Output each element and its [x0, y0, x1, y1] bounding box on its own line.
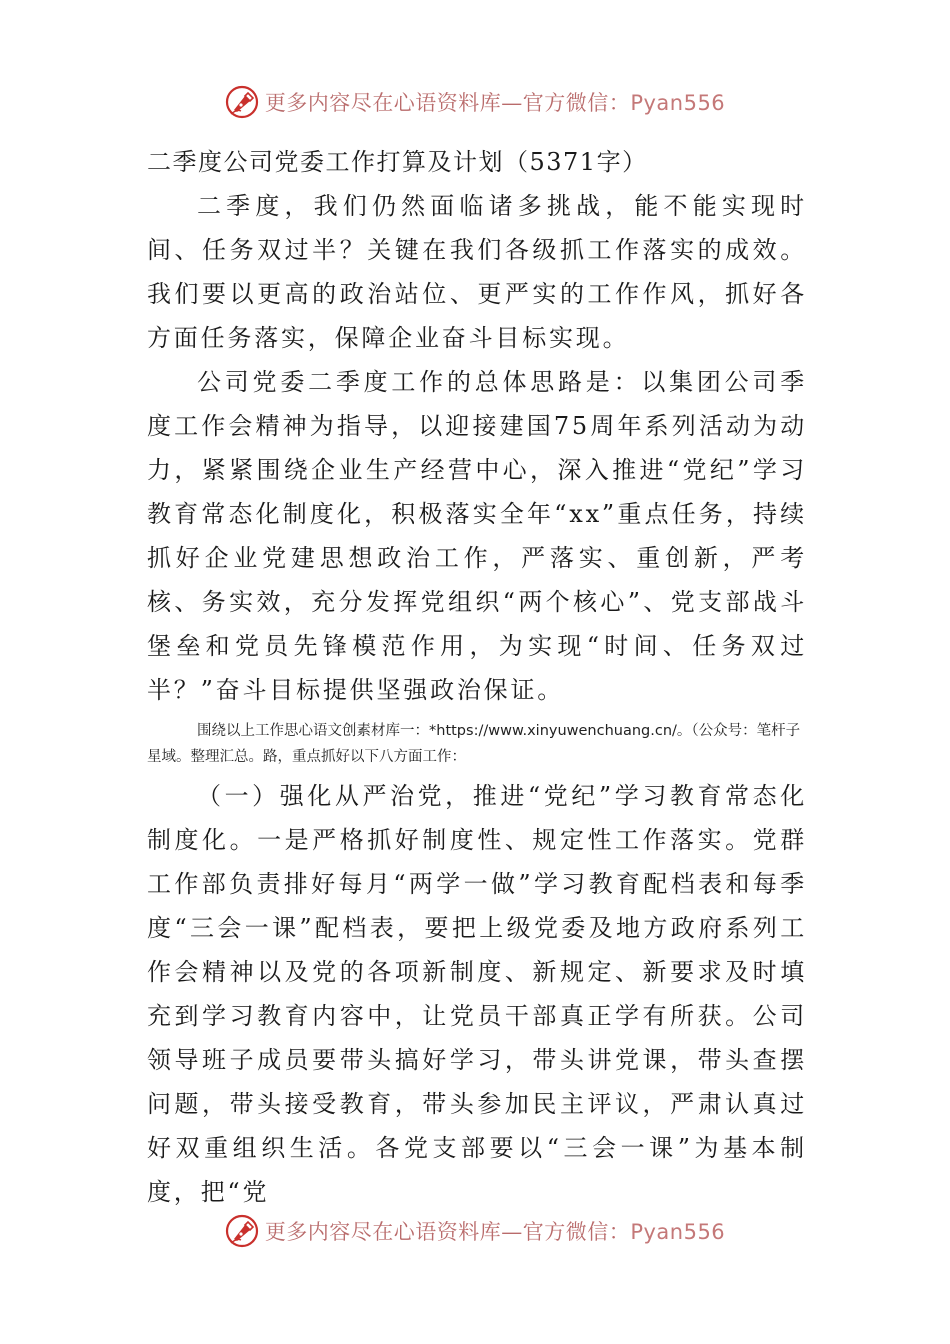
- footer-banner: [0, 1211, 950, 1251]
- document-body: [147, 140, 807, 1214]
- source-note: 围绕以上工作思心语文创素材库一：*https://www.xinyuwenchuang.cn/。（公众号：笔杆子星域。整理汇总。路，重点抓好以下八方面工作：: [147, 723, 801, 765]
- banner-slogan: 更多内容尽在心语资料库—官方微信：: [264, 1220, 631, 1244]
- document-title: 二季度公司党委工作打算及计划（5371字）: [147, 148, 648, 176]
- banner-wechat-id: Pyan556: [630, 1220, 726, 1244]
- pen-nib-logo-icon: [225, 1214, 259, 1248]
- pen-nib-logo-icon: [225, 85, 259, 119]
- banner-wechat-id: Pyan556: [630, 91, 726, 115]
- paragraph-overall-approach: 公司党委二季度工作的总体思路是：以集团公司季度工作会精神为指导，以迎接建国75周年系列活动为动力，紧紧围绕企业生产经营中心，深入推进“党纪”学习教育常态化制度化，积极落实全年“xx”重点任务，持续抓好企业党建思想政治工作，严落实、重创新，严考核、务实效，充分发挥党组织“两个核心”、党支部战斗堡垒和党员先锋模范作用，为实现“时间、任务双过半？”奋斗目标提供坚强政治保证。: [147, 368, 807, 704]
- paragraph-intro: 二季度，我们仍然面临诸多挑战，能不能实现时间、任务双过半？关键在我们各级抓工作落实的成效。我们要以更高的政治站位、更严实的工作作风，抓好各方面任务落实，保障企业奋斗目标实现。: [147, 192, 807, 352]
- banner-text: [265, 87, 725, 117]
- header-banner: [0, 82, 950, 122]
- banner-text: [265, 1216, 725, 1246]
- paragraph-section-one: （一）强化从严治党，推进“党纪”学习教育常态化制度化。一是严格抓好制度性、规定性工作落实。党群工作部负责排好每月“两学一做”学习教育配档表和每季度“三会一课”配档表，要把上级党委及地方政府系列工作会精神以及党的各项新制度、新规定、新要求及时填充到学习教育内容中，让党员干部真正学有所获。公司领导班子成员要带头搞好学习，带头讲党课，带头查摆问题，带头接受教育，带头参加民主评议，严肃认真过好双重组织生活。各党支部要以“三会一课”为基本制度，把“党: [147, 782, 807, 1206]
- banner-slogan: 更多内容尽在心语资料库—官方微信：: [264, 91, 631, 115]
